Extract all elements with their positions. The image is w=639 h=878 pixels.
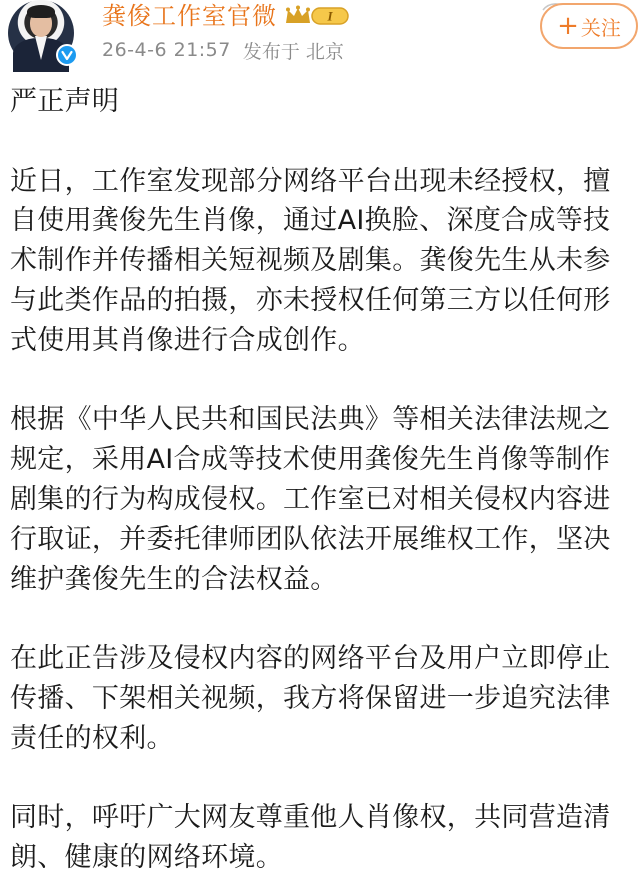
vip-level: I	[327, 8, 333, 24]
post-header	[0, 0, 639, 80]
post-meta	[102, 36, 344, 64]
post-title: 严正声明	[10, 86, 120, 117]
post-paragraph: 同时，呼吁广大网友尊重他人肖像权，共同营造清朗、健康的网络环境。	[10, 802, 611, 874]
follow-label: 关注	[580, 15, 621, 40]
account-name[interactable]: 龚俊工作室官微	[102, 2, 277, 30]
vip-crown-icon[interactable]	[285, 5, 351, 27]
post-location: 发布于 北京	[242, 40, 344, 63]
post-paragraph: 在此正告涉及侵权内容的网络平台及用户立即停止传播、下架相关视频，我方将保留进一步追究法律责任的权利。	[10, 643, 611, 754]
verified-badge-icon	[56, 44, 78, 66]
post-content	[10, 82, 632, 878]
post-date: 26-4-6 21:57	[102, 39, 231, 61]
post-paragraph: 近日，工作室发现部分网络平台出现未经授权，擅自使用龚俊先生肖像，通过AI换脸、深度合成等技术制作并传播相关短视频及剧集。龚俊先生从未参与此类作品的拍摄，亦未授权任何第三方以任何形式使用其肖像进行合成创作。	[10, 165, 611, 356]
post-paragraph: 根据《中华人民共和国民法典》等相关法律法规之规定，采用AI合成等技术使用龚俊先生肖像等制作剧集的行为构成侵权。工作室已对相关侵权内容进行取证，并委托律师团队依法开展维权工作，坚决维护龚俊先生的合法权益。	[10, 404, 611, 595]
follow-button[interactable]	[540, 3, 638, 49]
plus-icon: +	[557, 11, 579, 41]
avatar[interactable]	[8, 0, 78, 68]
account-name-row	[102, 2, 351, 30]
